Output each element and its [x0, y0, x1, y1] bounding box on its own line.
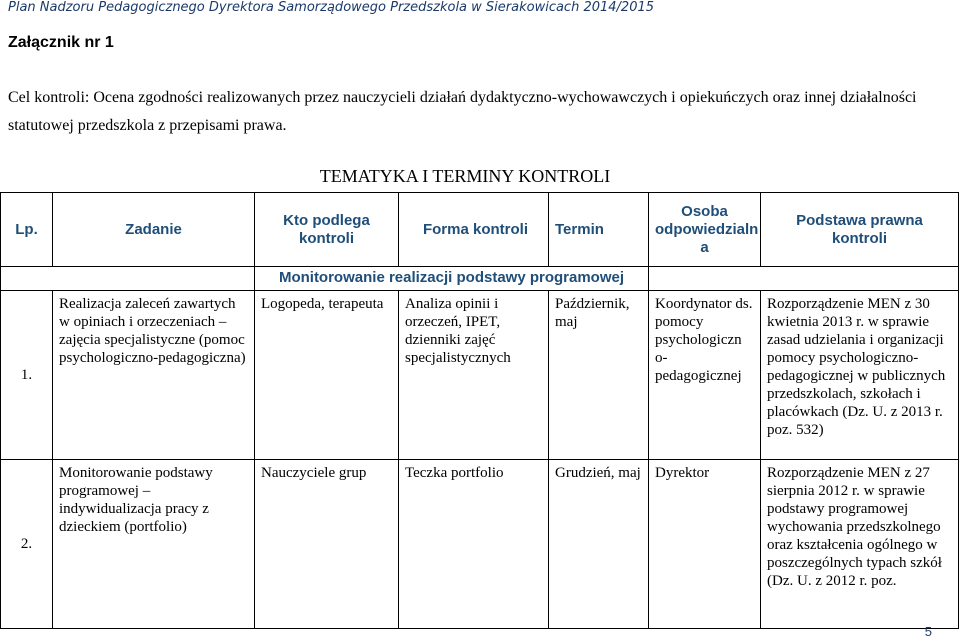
control-goal: Cel kontroli: Ocena zgodności realizowanych przez nauczycieli działań dydaktyczno-wychowawczych i opiekuńczych oraz innej działalności statutowej przedszkola z przepisami prawa.	[8, 89, 917, 134]
row-2-zadanie: Monitorowanie podstawy programowej – indywidualizacja pracy z dzieckiem (portfolio)	[53, 460, 255, 629]
header-lp: Lp.	[1, 193, 53, 267]
annex-label: Załącznik nr 1	[8, 34, 114, 51]
page-number: 5	[924, 624, 932, 639]
section-row	[1, 267, 959, 291]
row-1-podstawa: Rozporządzenie MEN z 30 kwietnia 2013 r. w sprawie zasad udzielania i organizacji pomocy psychologiczno-pedagogicznej w publicznych przedszkolach, szkołach i placówkach (Dz. U. z 2013 r. poz. 532)	[761, 291, 959, 460]
row-1-termin: Październik, maj	[549, 291, 649, 460]
row-2-podstawa: Rozporządzenie MEN z 27 sierpnia 2012 r. w sprawie podstawy programowej wychowania przedszkolnego oraz kształcenia ogólnego w poszczególnych typach szkół (Dz. U. z 2012 r. poz.	[761, 460, 959, 629]
row-2-forma: Teczka portfolio	[399, 460, 549, 629]
section-spacer-right	[649, 267, 959, 291]
row-2-kto: Nauczyciele grup	[255, 460, 399, 629]
header-termin: Termin	[549, 193, 649, 267]
control-schedule-table	[0, 192, 959, 629]
row-1-forma: Analiza opinii i orzeczeń, IPET, dzienniki zajęć specjalistycznych	[399, 291, 549, 460]
row-1-zadanie: Realizacja zaleceń zawartych w opiniach i orzeczeniach – zajęcia specjalistyczne (pomoc psychologiczno-pedagogiczna)	[53, 291, 255, 460]
row-2-termin: Grudzień, maj	[549, 460, 649, 629]
header-podstawa: Podstawa prawna kontroli	[761, 193, 959, 267]
table-row	[1, 460, 959, 629]
row-1-kto: Logopeda, terapeuta	[255, 291, 399, 460]
header-kto: Kto podlega kontroli	[255, 193, 399, 267]
document-header: Plan Nadzoru Pedagogicznego Dyrektora Samorządowego Przedszkola w Sierakowicach 2014/2015	[8, 0, 655, 15]
header-forma: Forma kontroli	[399, 193, 549, 267]
header-zadanie: Zadanie	[53, 193, 255, 267]
section-spacer-left	[1, 267, 255, 291]
row-1-lp: 1.	[1, 291, 53, 460]
header-osoba: Osoba odpowiedzialn a	[649, 193, 761, 267]
row-2-lp: 2.	[1, 460, 53, 629]
table-title: TEMATYKA I TERMINY KONTROLI	[319, 166, 611, 186]
table-row	[1, 291, 959, 460]
section-title: Monitorowanie realizacji podstawy programowej	[255, 267, 649, 291]
row-1-osoba: Koordynator ds. pomocy psychologiczn o-pedagogicznej	[649, 291, 761, 460]
row-2-osoba: Dyrektor	[649, 460, 761, 629]
table-header-row	[1, 193, 959, 267]
